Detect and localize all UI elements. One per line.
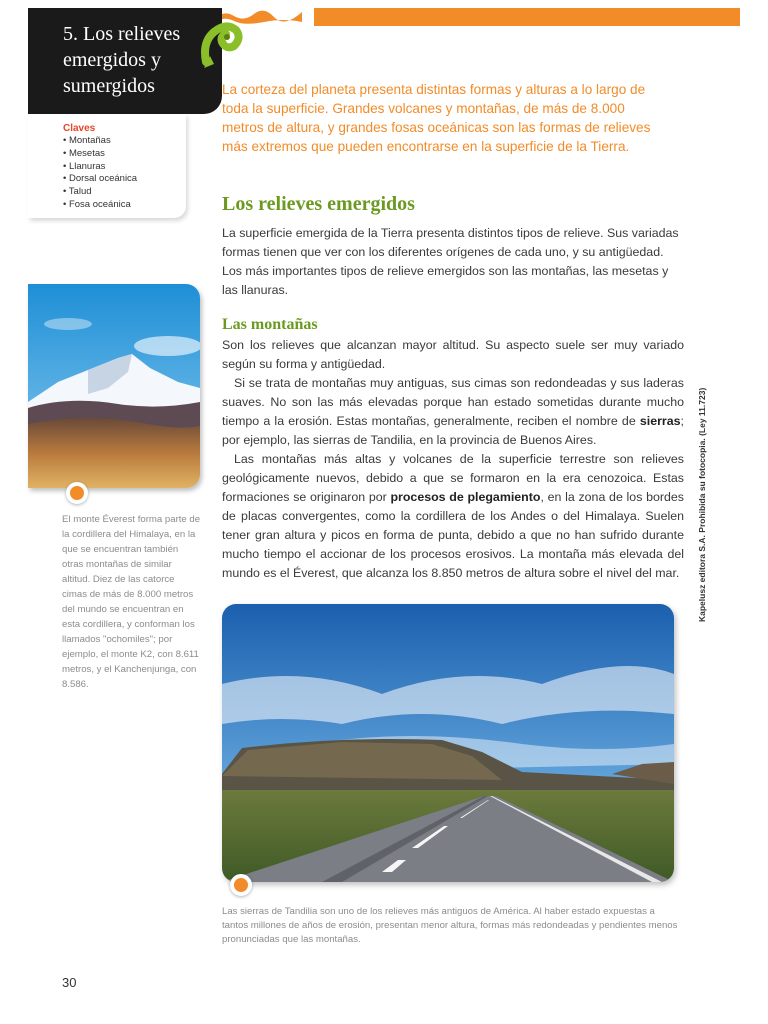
body-paragraph: Las montañas más altas y volcanes de la superficie terrestre son relieves geológicamente nuevos, debido a que se formaron en la era cenozoica. Estas formaciones se originaron por procesos de plegamiento, en la zona de los bordes de placas convergentes, como la cordillera de los Andes o del Himalaya. Suelen tener gran altura y picos en forma de punta, debido a que no han sufrido durante mucho tiempo el accionar de los procesos erosivos. La montaña más elevada del mundo es el Éverest, que alcanza los 8.850 metros de altura sobre el nivel del mar. [222, 452, 684, 580]
everest-caption: El monte Éverest forma parte de la cordillera del Himalaya, en la que se encuentran también otras montañas de similar altitud. Diez de las catorce cimas de más de 8.000 metros del mundo se encuentran en esta cordillera, y conforman los llamados "ochomiles"; por ejemplo, el monte K2, con 8.611 metros, y el Kanchenjunga, con 8.586. [62, 514, 201, 690]
bold-term: procesos de plegamiento [390, 490, 541, 504]
tandilia-road-photo [222, 604, 674, 882]
intro-paragraph: La corteza del planeta presenta distintas formas y alturas a lo largo de toda la superficie. Grandes volcanes y montañas, de más de 8.000 metros de altura, y grandes fosas oceánicas son las formas de relieves más extremos que pueden encontrarse en la superficie de la Tierra. [222, 82, 651, 154]
key-term-item: • Montañas [63, 135, 186, 148]
key-term-item: • Mesetas [63, 148, 186, 161]
everest-photo [28, 284, 200, 488]
body-paragraph: Son los relieves que alcanzan mayor altitud. Su aspecto suele ser muy variado según su forma y antigüedad. [222, 338, 684, 371]
page-number: 30 [62, 975, 77, 990]
spiral-decoration-icon [200, 12, 244, 70]
key-term-item: • Fosa oceánica [63, 199, 186, 212]
chapter-title: 5. Los relieves emergidos y sumergidos [63, 23, 181, 97]
tandilia-caption: Las sierras de Tandilia son uno de los relieves más antiguos de América. Al haber estado expuestas a tantos millones de años de erosión, presentan menor altura, formas más redondeadas y pendientes menos pronunciadas que las montañas. [222, 906, 678, 945]
photo-marker-dot [66, 482, 88, 504]
photo-marker-dot [230, 874, 252, 896]
body-paragraph: Si se trata de montañas muy antiguas, sus cimas son redondeadas y sus laderas suaves. No son las más elevadas porque han estado sometidas durante mucho tiempo a la erosión. Estas montañas, generalmente, reciben el nombre de sierras; por ejemplo, las sierras de Tandilia, en la provincia de Buenos Aires. [222, 376, 684, 447]
subsection-body [222, 336, 684, 583]
key-term-item: • Dorsal oceánica [63, 173, 186, 186]
section-paragraph: La superficie emergida de la Tierra presenta distintos tipos de relieve. Sus variadas formas tienen que ver con los diferentes orígenes de cada uno, y su antigüedad. Los más importantes tipos de relieve emergidos son las montañas, las mesetas y las llanuras. [222, 226, 679, 297]
bold-term: sierras [639, 414, 681, 428]
key-term-item: • Talud [63, 186, 186, 199]
key-terms-heading: Claves [63, 123, 96, 134]
subsection-heading: Las montañas [222, 316, 318, 333]
key-terms-list [63, 135, 186, 212]
section-heading: Los relieves emergidos [222, 193, 415, 215]
key-term-item: • Llanuras [63, 161, 186, 174]
header-accent-bar [314, 8, 740, 26]
chapter-title-box [28, 8, 222, 114]
key-terms-box [28, 114, 186, 218]
copyright-side-note: Kapelusz editora S.A. Prohibida su fotocopia. (Ley 11.723) [697, 387, 707, 622]
